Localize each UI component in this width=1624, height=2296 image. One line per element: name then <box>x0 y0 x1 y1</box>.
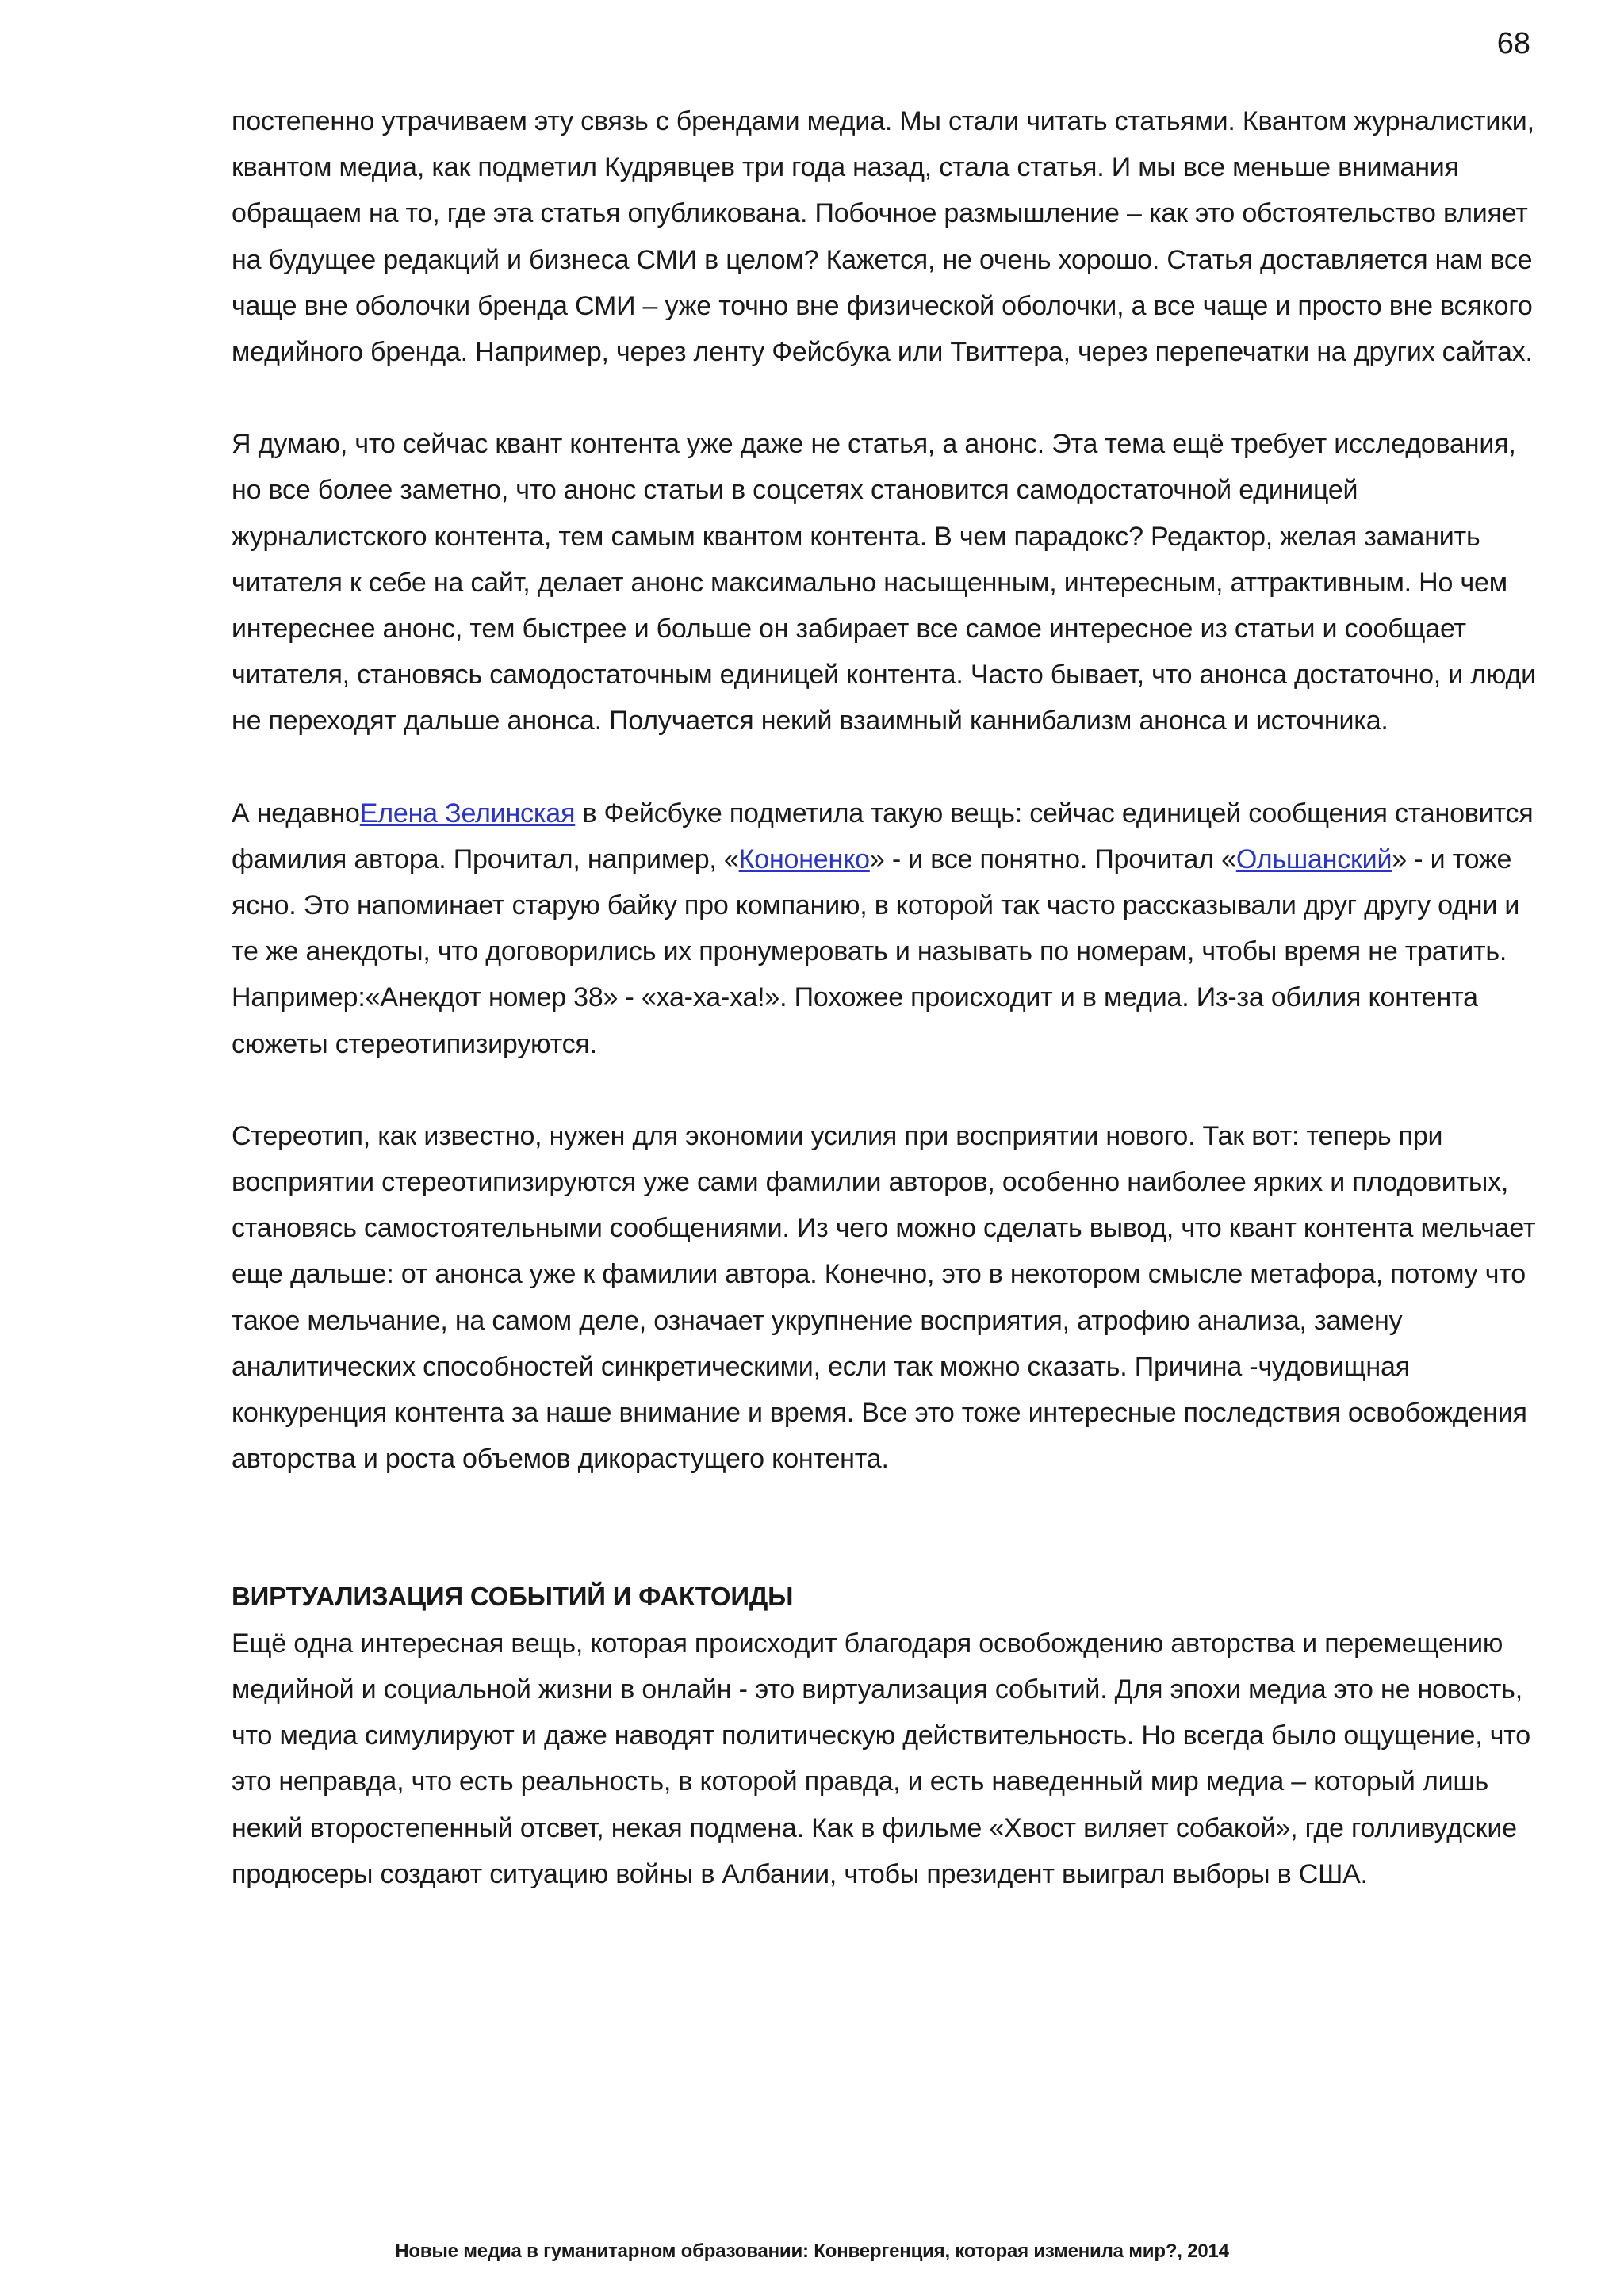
paragraph-3 <box>232 790 1540 1067</box>
section-paragraph: Ещё одна интересная вещь, которая происходит благодаря освобождению авторства и перемещению медийной и социальной жизни в онлайн - это виртуализация событий. Для эпохи медиа это не новость, что медиа симулируют и даже наводят политическую действительность. Но всегда было ощущение, что это неправда, что есть реальность, в которой правда, и есть наведенный мир медиа – который лишь некий второстепенный отсвет, некая подмена. Как в фильме «Хвост виляет собакой», где голливудские продюсеры создают ситуацию войны в Албании, чтобы президент выиграл выборы в США. <box>232 1628 1530 1889</box>
paragraph-3-text: » - и все понятно. Прочитал « <box>869 844 1236 874</box>
section-spacer <box>232 1482 1540 1574</box>
page-footer: Новые медиа в гуманитарном образовании: Конвергенция, которая изменила мир?, 2014 <box>395 2241 1229 2262</box>
link-kononenko[interactable]: Кононенко <box>738 844 870 874</box>
paragraph-4: Стереотип, как известно, нужен для экономии усилия при восприятии нового. Так вот: теперь при восприятии стереотипизируются уже сами фамилии авторов, особенно наиболее ярких и плодовитых, становясь самостоятельными сообщениями. Из чего можно сделать вывод, что квант контента мельчает еще дальше: от анонса уже к фамилии автора. Конечно, это в некотором смысле метафора, потому что такое мельчание, на самом деле, означает укрупнение восприятия, атрофию анализа, замену аналитических способностей синкретическими, если так можно сказать. Причина -чудовищная конкуренция контента за наше внимание и время. Все это тоже интересные последствия освобождения авторства и роста объемов дикорастущего контента. <box>232 1120 1536 1475</box>
paragraph-spacer <box>232 744 1540 790</box>
paragraph-2: Я думаю, что сейчас квант контента уже даже не статья, а анонс. Эта тема ещё требует исследования, но все более заметно, что анонс статьи в соцсетях становится самодостаточной единицей журналистского контента, тем самым квантом контента. В чем парадокс? Редактор, желая заманить читателя к себе на сайт, делает анонс максимально насыщенным, интересным, аттрактивным. Но чем интереснее анонс, тем быстрее и больше он забирает все самое интересное из статьи и сообщает читателя, становясь самодостаточным единицей контента. Часто бывает, что анонса достаточно, и люди не переходят дальше анонса. Получается некий взаимный каннибализм анонса и источника. <box>232 429 1536 737</box>
paragraph-spacer <box>232 375 1540 421</box>
link-olshansky[interactable]: Ольшанский <box>1235 844 1392 874</box>
page-number: 68 <box>1496 27 1530 60</box>
section-heading: ВИРТУАЛИЗАЦИЯ СОБЫТИЙ И ФАКТОИДЫ <box>232 1582 794 1612</box>
paragraph-3-text: А недавно <box>232 798 360 828</box>
paragraph-spacer <box>232 1067 1540 1113</box>
paragraph-3-text: в Фейсбуке подметила такую вещь: сейчас единицей сообщения становится фамилия автора. Прочитал, например, « <box>232 798 1534 874</box>
document-body <box>232 98 1540 1897</box>
paragraph-1: постепенно утрачиваем эту связь с брендами медиа. Мы стали читать статьями. Квантом журналистики, квантом медиа, как подметил Кудрявцев три года назад, стала статья. И мы все меньше внимания обращаем на то, где эта статья опубликована. Побочное размышление – как это обстоятельство влияет на будущее редакций и бизнеса СМИ в целом? Кажется, не очень хорошо. Статья доставляется нам все чаще вне оболочки бренда СМИ – уже точно вне физической оболочки, а все чаще и просто вне всякого медийного бренда. Например, через ленту Фейсбука или Твиттера, через перепечатки на других сайтах. <box>232 106 1534 368</box>
paragraph-3-text: » - и тоже ясно. Это напоминает старую байку про компанию, в которой так часто рассказывали друг другу одни и те же анекдоты, что договорились их пронумеровать и называть по номерам, чтобы время не тратить. Например:«Анекдот номер 38» - «ха-ха-ха!». Похожее происходит и в медиа. Из-за обилия контента сюжеты стереотипизируются. <box>232 844 1520 1059</box>
link-elena-zelinskaya[interactable]: Елена Зелинская <box>359 798 576 828</box>
